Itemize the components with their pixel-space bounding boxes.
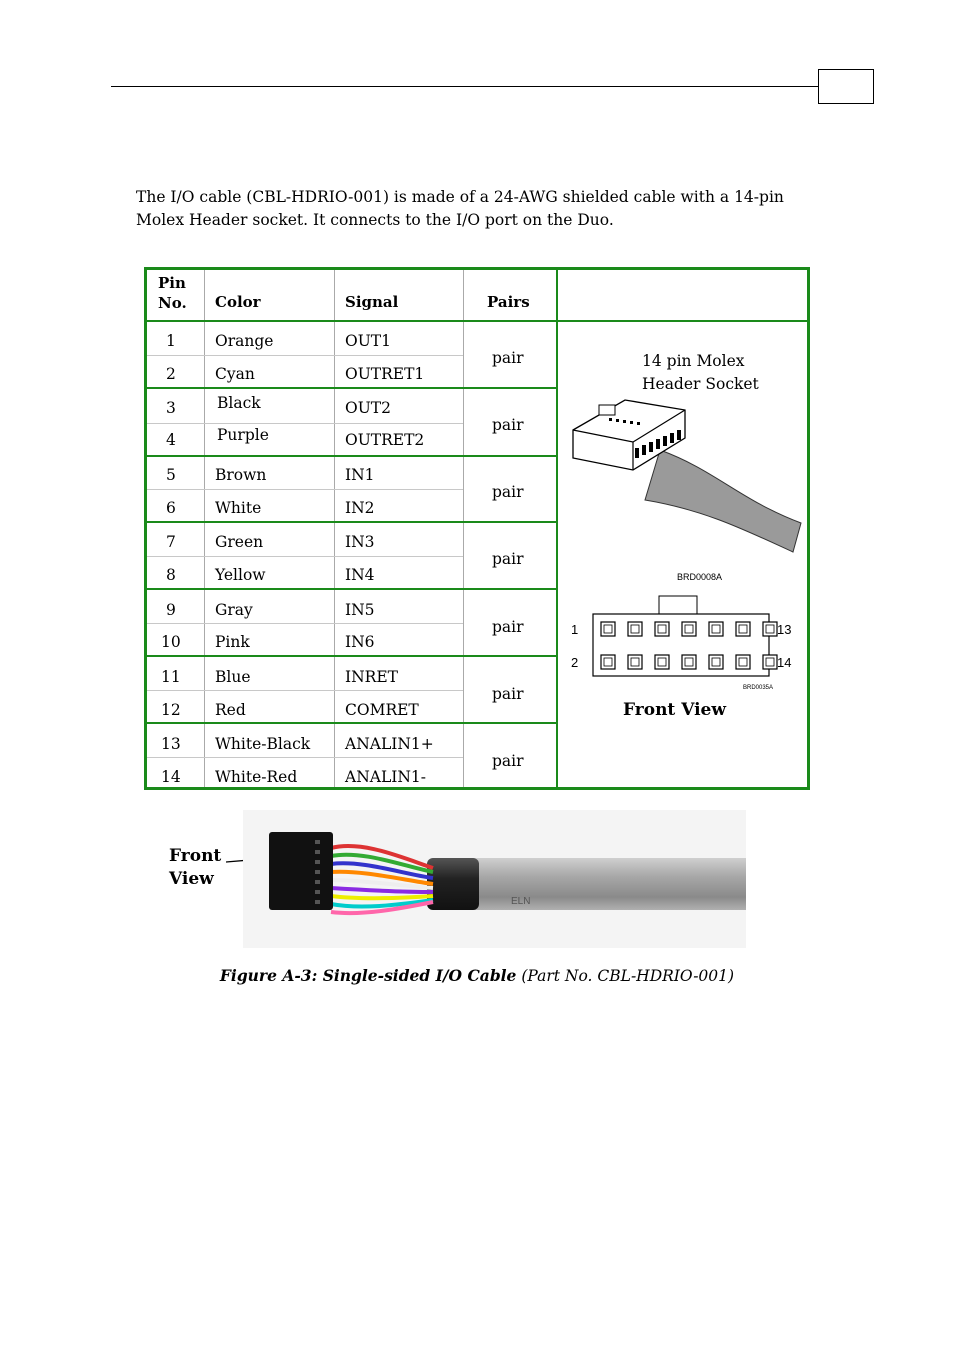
table-row-pair: pair xyxy=(492,618,524,636)
table-row-signal: OUT2 xyxy=(345,399,391,417)
table-row-color: Black xyxy=(217,394,261,412)
svg-text:1: 1 xyxy=(571,622,579,637)
figure-caption: Figure A-3: Single-sided I/O Cable (Part No. CBL-HDRIO-001) xyxy=(219,966,735,985)
table-row-pin: 2 xyxy=(166,365,176,383)
table-row-pin: 3 xyxy=(166,399,176,417)
table-row-signal: ANALIN1- xyxy=(345,768,427,786)
socket-label: 14 pin Molex Header Socket xyxy=(642,352,759,393)
table-row-color: Pink xyxy=(215,633,250,651)
table-row-pair: pair xyxy=(492,550,524,568)
table-row-color: White xyxy=(215,499,262,517)
table-row-signal: OUT1 xyxy=(345,332,391,350)
table-row-pair: pair xyxy=(492,685,524,703)
svg-text:ELN: ELN xyxy=(511,896,531,907)
table-row-pair: pair xyxy=(492,752,524,770)
table-row-pin: 11 xyxy=(161,668,181,686)
table-row-signal: IN6 xyxy=(345,633,375,651)
table-row-signal: ANALIN1+ xyxy=(345,735,434,753)
table-row-signal: COMRET xyxy=(345,701,419,719)
table-row-pin: 5 xyxy=(166,466,176,484)
table-row-signal: IN3 xyxy=(345,533,375,551)
table-row-color: White-Black xyxy=(215,735,311,753)
table-row-color: Brown xyxy=(215,466,267,484)
table-row-signal: OUTRET2 xyxy=(345,431,425,449)
svg-text:BRD0035A: BRD0035A xyxy=(743,685,774,691)
table-row-signal: IN2 xyxy=(345,499,375,517)
molex-socket-illustration xyxy=(565,390,805,590)
table-row-pin: 12 xyxy=(161,701,181,719)
pin-table xyxy=(144,267,810,790)
svg-text:14: 14 xyxy=(777,655,792,670)
table-row-color: Green xyxy=(215,533,264,551)
svg-text:13: 13 xyxy=(777,622,792,637)
table-row-pin: 13 xyxy=(161,735,181,753)
table-row-color: Gray xyxy=(215,601,253,619)
header-pin: Pin No. xyxy=(158,274,187,312)
page-number-box xyxy=(818,69,874,104)
table-row-color: Blue xyxy=(215,668,251,686)
table-row-pin: 4 xyxy=(166,431,176,449)
table-row-signal: OUTRET1 xyxy=(345,365,425,383)
table-row-pin: 1 xyxy=(166,332,176,350)
table-row-pin: 8 xyxy=(166,566,176,584)
table-row-signal: IN5 xyxy=(345,601,375,619)
table-row-pin: 9 xyxy=(166,601,176,619)
table-row-pin: 10 xyxy=(161,633,181,651)
table-row-signal: INRET xyxy=(345,668,399,686)
front-view-label: Front View xyxy=(623,700,726,720)
table-row-pin: 6 xyxy=(166,499,176,517)
table-row-color: White-Red xyxy=(215,768,298,786)
header-color: Color xyxy=(215,293,261,311)
header-rule xyxy=(111,86,819,87)
table-row-color: Orange xyxy=(215,332,274,350)
table-row-pair: pair xyxy=(492,483,524,501)
svg-text:2: 2 xyxy=(571,655,579,670)
socket-code: BRD0008A xyxy=(677,572,723,582)
intro-paragraph: The I/O cable (CBL-HDRIO-001) is made of a 24-AWG shielded cable with a 14-pin Molex Header socket. It connects to the I/O port on the Duo. xyxy=(136,188,784,229)
table-row-pair: pair xyxy=(492,349,524,367)
photo-front-view-label: Front View xyxy=(169,846,222,889)
cable-photo xyxy=(243,810,746,948)
table-row-pair: pair xyxy=(492,416,524,434)
header-signal: Signal xyxy=(345,293,399,311)
header-pairs: Pairs xyxy=(487,293,530,311)
table-row-color: Yellow xyxy=(215,566,266,584)
table-row-signal: IN4 xyxy=(345,566,375,584)
table-row-color: Cyan xyxy=(215,365,255,383)
table-row-signal: IN1 xyxy=(345,466,375,484)
table-row-color: Red xyxy=(215,701,246,719)
front-view-pinout xyxy=(565,592,805,692)
table-row-pin: 14 xyxy=(161,768,181,786)
table-row-pin: 7 xyxy=(166,533,176,551)
table-row-color: Purple xyxy=(217,426,269,444)
